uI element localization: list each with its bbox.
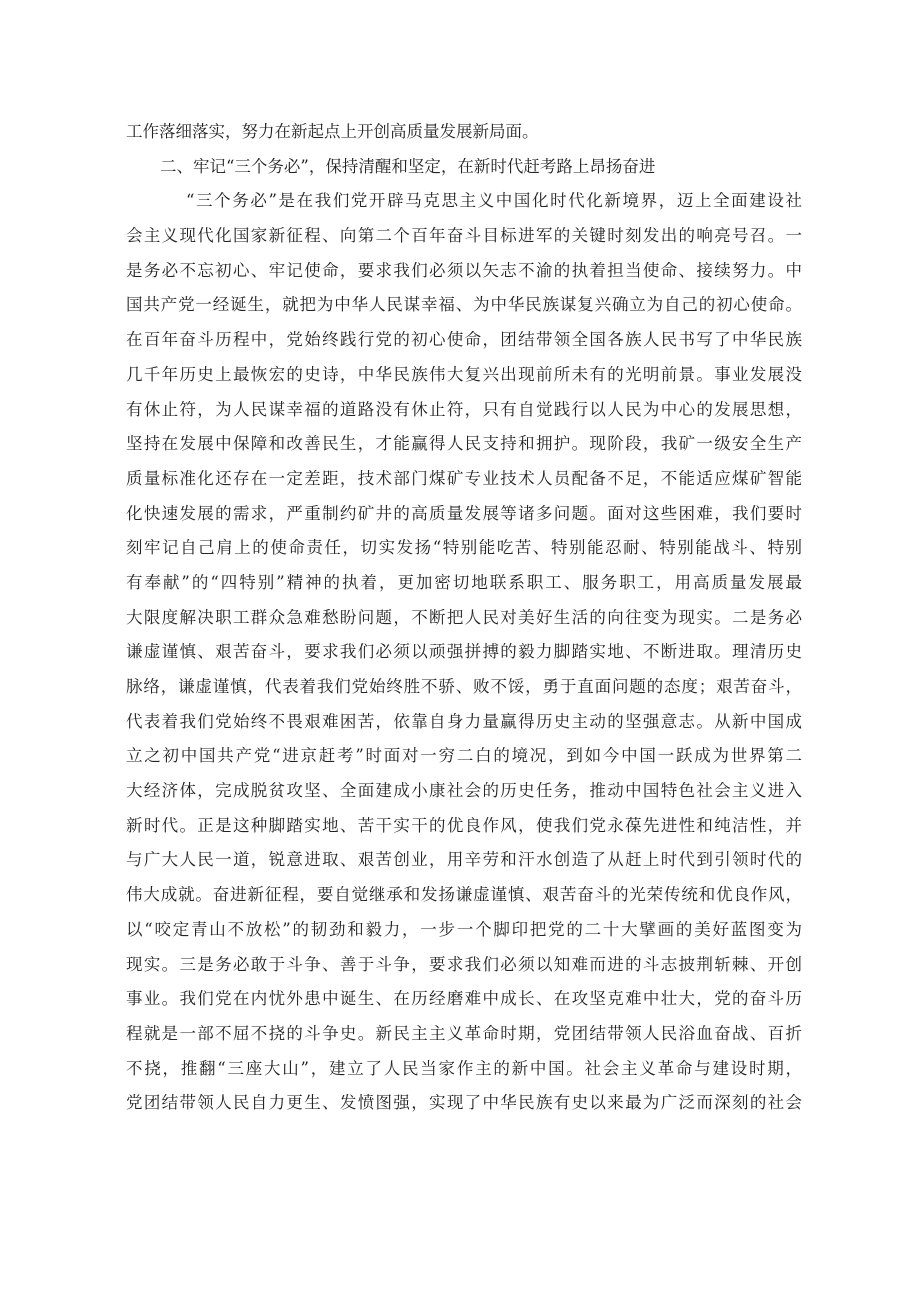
paragraph-line: 程就是一部不屈不挠的斗争史。新民主主义革命时期，党团结带领人民浴血奋战、百折 bbox=[126, 1023, 802, 1043]
paragraph-line: 工作落细落实，努力在新起点上开创高质量发展新局面。 bbox=[126, 122, 539, 141]
paragraph-line: 大限度解决职工群众急难愁盼问题，不断把人民对美好生活的向往变为现实。二是务必 bbox=[126, 607, 802, 627]
paragraph-line: 以“咬定青山不放松”的韧劲和毅力，一步一个脚印把党的二十大擘画的美好蓝图变为 bbox=[126, 919, 802, 939]
paragraph-line: 代表着我们党始终不畏艰难困苦，依靠自身力量赢得历史主动的坚强意志。从新中国成 bbox=[126, 711, 802, 731]
paragraph-line: 事业。我们党在内忧外患中诞生、在历经磨难中成长、在攻坚克难中壮大，党的奋斗历 bbox=[126, 989, 802, 1009]
paragraph-line: 坚持在发展中保障和改善民生，才能赢得人民支持和拥护。现阶段，我矿一级安全生产 bbox=[126, 434, 802, 454]
paragraph-line: 化快速发展的需求，严重制约矿井的高质量发展等诸多问题。面对这些困难，我们要时 bbox=[126, 503, 802, 523]
paragraph-line: 新时代。正是这种脚踏实地、苦干实干的优良作风，使我们党永葆先进性和纯洁性，并 bbox=[126, 815, 802, 835]
paragraph-line: “三个务必”是在我们党开辟马克思主义中国化时代化新境界，迈上全面建设社 bbox=[186, 191, 802, 211]
paragraph-line: 几千年历史上最恢宏的史诗，中华民族伟大复兴出现前所未有的光明前景。事业发展没 bbox=[126, 364, 802, 384]
paragraph-line: 会主义现代化国家新征程、向第二个百年奋斗目标进军的关键时刻发出的响亮号召。一 bbox=[126, 226, 802, 246]
document-body bbox=[126, 115, 802, 1121]
paragraph-line: 脉络，谦虚谨慎，代表着我们党始终胜不骄、败不馁，勇于直面问题的态度；艰苦奋斗， bbox=[126, 677, 802, 696]
paragraph-line: 质量标准化还存在一定差距，技术部门煤矿专业技术人员配备不足，不能适应煤矿智能 bbox=[126, 468, 802, 488]
section-heading: 二、牢记“三个务必”，保持清醒和坚定，在新时代赶考路上昂扬奋进 bbox=[160, 156, 656, 176]
paragraph-line: 在百年奋斗历程中，党始终践行党的初心使命，团结带领全国各族人民书写了中华民族 bbox=[126, 330, 802, 350]
paragraph-line: 有休止符，为人民谋幸福的道路没有休止符，只有自觉践行以人民为中心的发展思想， bbox=[126, 399, 802, 419]
paragraph-line: 刻牢记自己肩上的使命责任，切实发扬“特别能吃苦、特别能忍耐、特别能战斗、特别 bbox=[126, 538, 802, 558]
paragraph-line: 党团结带领人民自力更生、发愤图强，实现了中华民族有史以来最为广泛而深刻的社会 bbox=[126, 1093, 802, 1113]
paragraph-line: 国共产党一经诞生，就把为中华人民谋幸福、为中华民族谋复兴确立为自己的初心使命。 bbox=[126, 295, 802, 315]
paragraph-line: 与广大人民一道，锐意进取、艰苦创业，用辛劳和汗水创造了从赶上时代到引领时代的 bbox=[126, 850, 802, 870]
paragraph-line: 伟大成就。奋进新征程，要自觉继承和发扬谦虚谨慎、艰苦奋斗的光荣传统和优良作风， bbox=[126, 885, 802, 905]
paragraph-line: 是务必不忘初心、牢记使命，要求我们必须以矢志不渝的执着担当使命、接续努力。中 bbox=[126, 260, 802, 280]
paragraph-line: 现实。三是务必敢于斗争、善于斗争，要求我们必须以知难而进的斗志披荆斩棘、开创 bbox=[126, 954, 802, 974]
paragraph-line: 大经济体，完成脱贫攻坚、全面建成小康社会的历史任务，推动中国特色社会主义进入 bbox=[126, 781, 802, 801]
paragraph-line: 有奉献”的“四特别”精神的执着，更加密切地联系职工、服务职工，用高质量发展最 bbox=[126, 572, 802, 592]
paragraph-line: 不挠，推翻“三座大山”，建立了人民当家作主的新中国。社会主义革命与建设时期， bbox=[126, 1058, 802, 1078]
paragraph-line: 立之初中国共产党“进京赶考”时面对一穷二白的境况，到如今中国一跃成为世界第二 bbox=[126, 746, 802, 766]
paragraph-line: 谦虚谨慎、艰苦奋斗，要求我们必须以顽强拼搏的毅力脚踏实地、不断进取。理清历史 bbox=[126, 642, 802, 662]
